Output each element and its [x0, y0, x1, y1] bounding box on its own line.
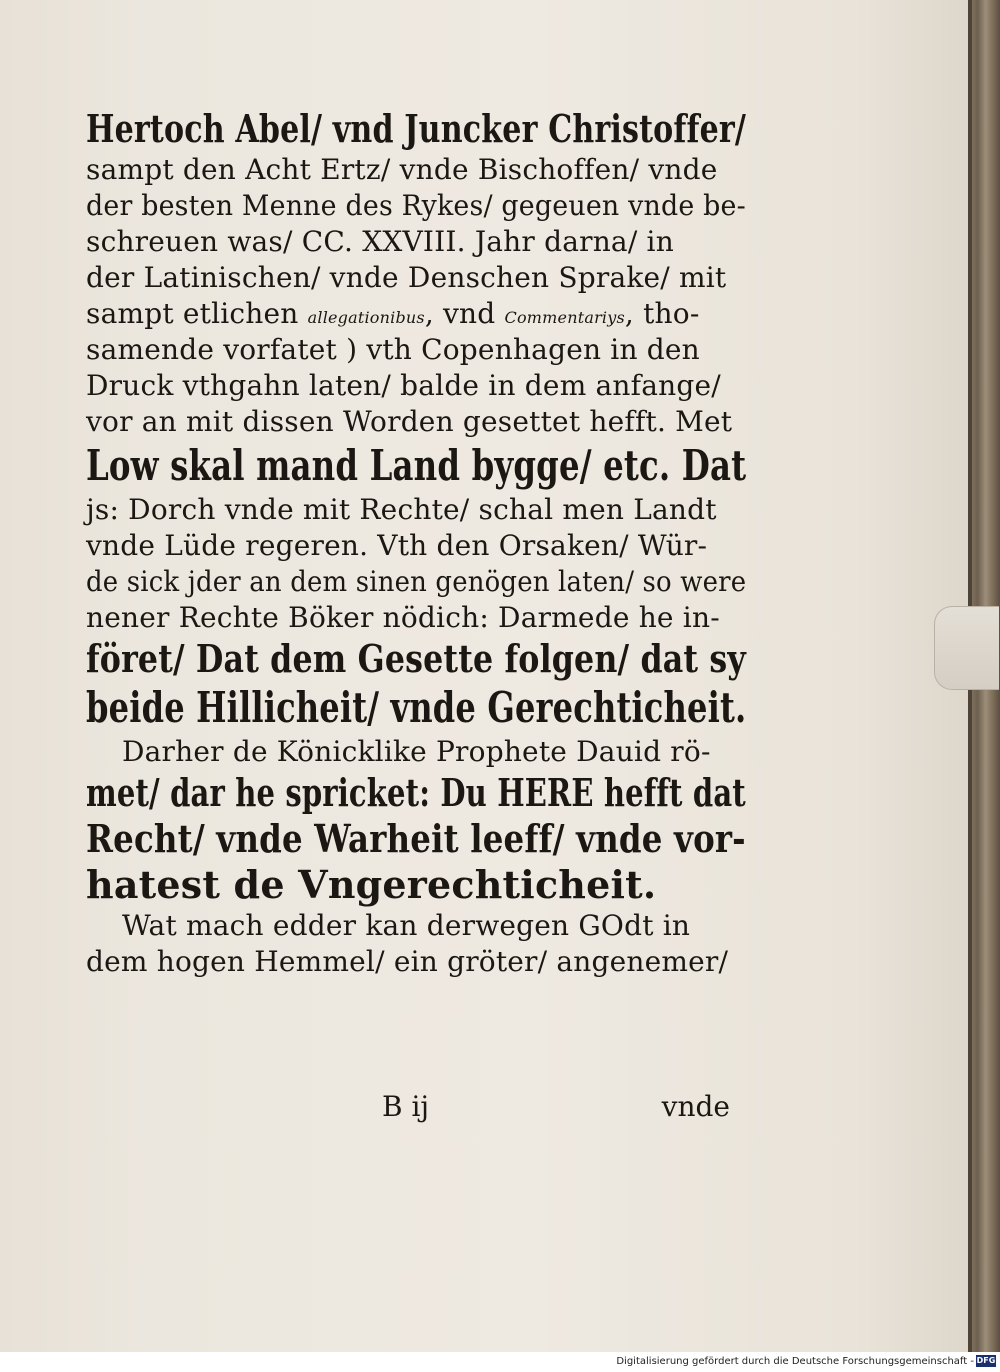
- text-line: Darher de Könicklike Prophete Dauid rö-: [122, 735, 711, 768]
- text-line: vnde Lüde regeren. Vth den Orsaken/ Wür-: [86, 529, 708, 562]
- text-line: beide Hillicheit/ vnde Gerechticheit.: [86, 683, 747, 732]
- text-line: Wat mach edder kan derwegen GOdt in: [122, 909, 691, 942]
- text-line: sampt den Acht Ertz/ vnde Bischoffen/ vnde: [86, 153, 718, 186]
- text-line: js: Dorch vnde mit Rechte/ schal men Landt: [86, 493, 717, 526]
- text-line: met/ dar he spricket: Du HERE hefft dat: [86, 770, 746, 815]
- text-line: dem hogen Hemmel/ ein gröter/ angenemer/: [86, 945, 729, 978]
- signature-mark: B ij: [382, 1090, 430, 1123]
- text-line: hatest de Vngerechticheit.: [86, 862, 657, 907]
- body-text: [86, 106, 746, 980]
- text-fragment: , vnd: [424, 297, 505, 330]
- text-line: schreuen was/ CC. XXVIII. Jahr darna/ in: [86, 225, 674, 258]
- credit-text: Digitalisierung gefördert durch die Deutsche Forschungsgemeinschaft -: [616, 1356, 974, 1367]
- text-line: [86, 296, 746, 332]
- catchword: vnde: [661, 1090, 730, 1123]
- text-line: der besten Menne des Rykes/ gegeuen vnde be-: [86, 189, 746, 222]
- text-line: nener Rechte Böker nödich: Darmede he in-: [86, 601, 720, 634]
- page-clip: [934, 606, 999, 690]
- latin-term: Commentariys: [504, 308, 625, 327]
- page-footer: [86, 1090, 746, 1126]
- text-line: föret/ Dat dem Gesette folgen/ dat sy: [86, 636, 746, 681]
- text-fragment: , tho-: [624, 297, 700, 330]
- text-line: vor an mit dissen Worden gesettet hefft. Met: [86, 405, 733, 438]
- latin-term: allegationibus: [307, 308, 425, 327]
- dfg-logo: DFG: [976, 1356, 996, 1365]
- text-line: Hertoch Abel/ vnd Juncker Christoffer/: [86, 106, 747, 151]
- text-line: Recht/ vnde Warheit leeff/ vnde vor-: [86, 816, 746, 861]
- text-line: de sick jder an dem sinen genögen laten/ so were: [86, 565, 747, 598]
- text-line: Low skal mand Land bygge/ etc. Dat: [86, 441, 747, 490]
- text-line: Druck vthgahn laten/ balde in dem anfange/: [86, 369, 721, 402]
- text-line: der Latinischen/ vnde Denschen Sprake/ mit: [86, 261, 727, 294]
- text-line: samende vorfatet ) vth Copenhagen in den: [86, 333, 700, 366]
- text-fragment: sampt etlichen: [86, 297, 308, 330]
